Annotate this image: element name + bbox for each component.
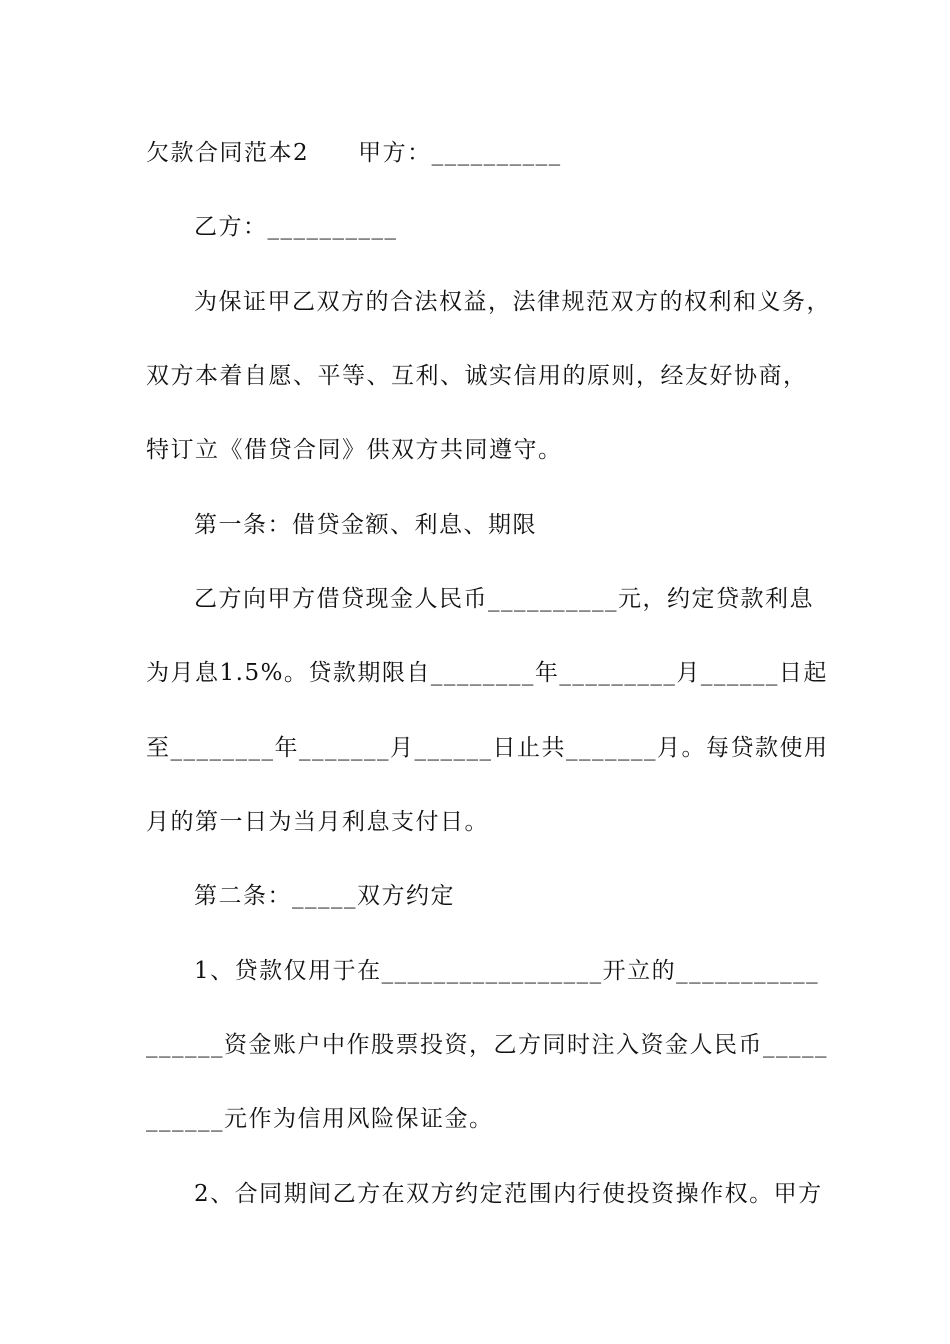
- paragraph-line: 特订立《借贷合同》供双方共同遵守。: [146, 437, 563, 463]
- list-item-line: 1、贷款仅用于在_________________开立的___________: [194, 958, 820, 984]
- list-item-line: 2、合同期间乙方在双方约定范围内行使投资操作权。甲方: [194, 1181, 823, 1207]
- paragraph-line: 乙方向甲方借贷现金人民币__________元，约定贷款利息: [194, 586, 814, 612]
- party-b-line: 乙方：__________: [194, 214, 398, 240]
- paragraph-line: 双方本着自愿、平等、互利、诚实信用的原则，经友好协商，: [146, 363, 808, 389]
- article-heading: 第一条：借贷金额、利息、期限: [194, 512, 537, 538]
- paragraph-line: 为保证甲乙双方的合法权益，法律规范双方的权利和义务，: [194, 289, 831, 315]
- paragraph-line: 至________年_______月______日止共_______月。每贷款使用: [146, 735, 829, 761]
- article-heading: 第二条：_____双方约定: [194, 883, 455, 909]
- paragraph-line: 月的第一日为当月利息支付日。: [146, 809, 489, 835]
- list-item-line: ______资金账户中作股票投资，乙方同时注入资金人民币_____: [146, 1032, 828, 1058]
- list-item-line: ______元作为信用风险保证金。: [146, 1106, 494, 1132]
- document-title-line: 欠款合同范本2 甲方：__________: [146, 140, 562, 166]
- paragraph-line: 为月息1.5%。贷款期限自________年_________月______日起: [146, 660, 828, 686]
